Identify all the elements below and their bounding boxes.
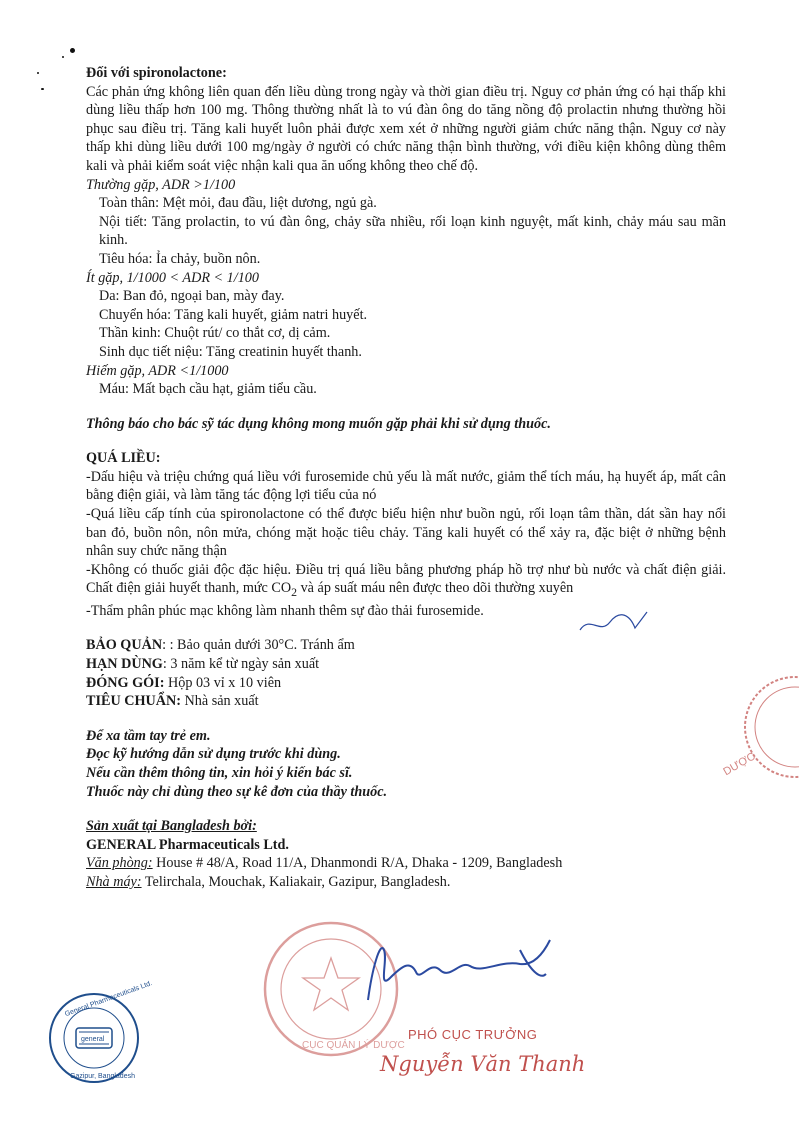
uncommon-item: Thần kinh: Chuột rút/ co thắt cơ, dị cảm. [99,325,331,342]
common-item: Toàn thân: Mệt mỏi, đau đầu, liệt dương, ngủ gà. [99,195,377,212]
notice-text: Thông báo cho bác sỹ tác dụng không mong muốn gặp phải khi sử dụng thuốc. [86,415,551,432]
packaging-line: ĐÓNG GÓI: Hộp 03 vỉ x 10 viên [86,674,282,691]
rare-item: Máu: Mất bạch cầu hạt, giảm tiểu cầu. [99,381,317,398]
common-item: Nội tiết: Tăng prolactin, to vú đàn ông, chảy sữa nhiều, rối loạn kinh nguyệt, mất kinh, chảy máu sau mãn kinh. [99,213,726,249]
warning-line: Đọc kỹ hướng dẫn sử dụng trước khi dùng. [86,746,341,763]
signatory-title: PHÓ CỤC TRƯỞNG [408,1027,538,1042]
svg-text:DƯỢC: DƯỢC [721,750,758,779]
uncommon-heading: Ít gặp, 1/1000 < ADR < 1/100 [86,269,259,286]
office-line: Văn phòng: House # 48/A, Road 11/A, Dhanmondi R/A, Dhaka - 1209, Bangladesh [86,855,563,872]
spironolactone-intro: Các phản ứng không liên quan đến liều dùng trong ngày và thời gian điều trị. Nguy cơ phản ứng có hại thấp khi dùng liều thấp hơn 100 mg. Thông thường nhất là to vú đàn ông do tăng nồng độ prolactin nhưng thường hồi phục sau điều trị. Tăng kali huyết luôn phải được xem xét ở những người giảm chức năng thận. Nguy cơ này thấp khi dùng liều dưới 100 mg/ngày ở người có chức năng thận bình thường, với điều kiện không dùng thêm kali và phải kiểm soát việc nhận kali qua ăn uống không theo chế độ. [86,83,726,174]
warning-line: Để xa tầm tay trẻ em. [86,727,211,744]
overdose-paragraph: -Quá liều cấp tính của spironolactone có thể được biểu hiện như buồn ngủ, rối loạn tâm thần, dát sần hay nổi ban đỏ, buồn nôn, nôn mửa, chóng mặt hoặc tiêu chảy. Tăng kali huyết có thể xảy ra, đặc biệt ở những bệnh nhân suy chức năng thận [86,506,726,560]
factory-line: Nhà máy: Telirchala, Mouchak, Kaliakair, Gazipur, Bangladesh. [86,873,451,890]
spironolactone-heading: Đối với spironolactone: [86,65,227,81]
common-item: Tiêu hóa: Ỉa chảy, buồn nôn. [99,250,261,267]
company-seal-stamp [48,980,154,1084]
standard-line: TIÊU CHUẨN: Nhà sản xuất [86,693,259,710]
svg-text:Gazipur, Bangladesh: Gazipur, Bangladesh [70,1073,135,1080]
overdose-heading: QUÁ LIỀU: [86,450,161,467]
rare-heading: Hiếm gặp, ADR <1/1000 [86,362,229,379]
svg-text:General Pharmaceuticals Ltd.: General Pharmaceuticals Ltd. [64,980,154,1019]
uncommon-item: Chuyển hóa: Tăng kali huyết, giảm natri huyết. [99,306,368,323]
scan-specks [32,44,82,94]
document-body [86,64,726,892]
shelf-life-line: HẠN DÙNG: 3 năm kể từ ngày sản xuất [86,656,320,673]
made-by-line: Sản xuất tại Bangladesh bởi: [86,818,257,835]
signatory-name: Nguyễn Văn Thanh [380,1052,586,1076]
signature-scribble [350,930,570,1010]
storage-line: BẢO QUẢN: : Bảo quản dưới 30°C. Tránh ẩm [86,637,355,654]
warning-line: Thuốc này chỉ dùng theo sự kê đơn của thầy thuốc. [86,783,388,800]
overdose-paragraph: -Thẩm phân phúc mạc không làm nhanh thêm sự đào thải furosemide. [86,602,484,619]
uncommon-item: Sinh dục tiết niệu: Tăng creatinin huyết thanh. [99,343,362,360]
uncommon-item: Da: Ban đỏ, ngoại ban, mày đay. [99,288,285,305]
common-heading: Thường gặp, ADR >1/100 [86,176,236,193]
overdose-paragraph: -Dấu hiệu và triệu chứng quá liều với furosemide chủ yếu là mất nước, giảm thể tích máu, hạ huyết áp, mất cân bằng điện giải, và làm tăng tác động lợi tiểu của nó [86,468,726,504]
warning-line: Nếu cần thêm thông tin, xin hỏi ý kiến bác sĩ. [86,765,353,782]
pen-mark [575,610,655,640]
overdose-paragraph: -Không có thuốc giải độc đặc hiệu. Điều trị quá liều bằng phương pháp hồ trợ như bù nước và chất điện giải. Chất điện giải huyết thanh, mức $CO_2$ và áp suất máu nên được theo dõi thường xuyên [86,561,726,600]
partial-seal-stamp [700,672,799,782]
svg-text:CỤC QUẢN LÝ DƯỢC: CỤC QUẢN LÝ DƯỢC [302,1040,405,1051]
svg-text:general: general [81,1036,105,1043]
company-name: GENERAL Pharmaceuticals Ltd. [86,836,289,853]
